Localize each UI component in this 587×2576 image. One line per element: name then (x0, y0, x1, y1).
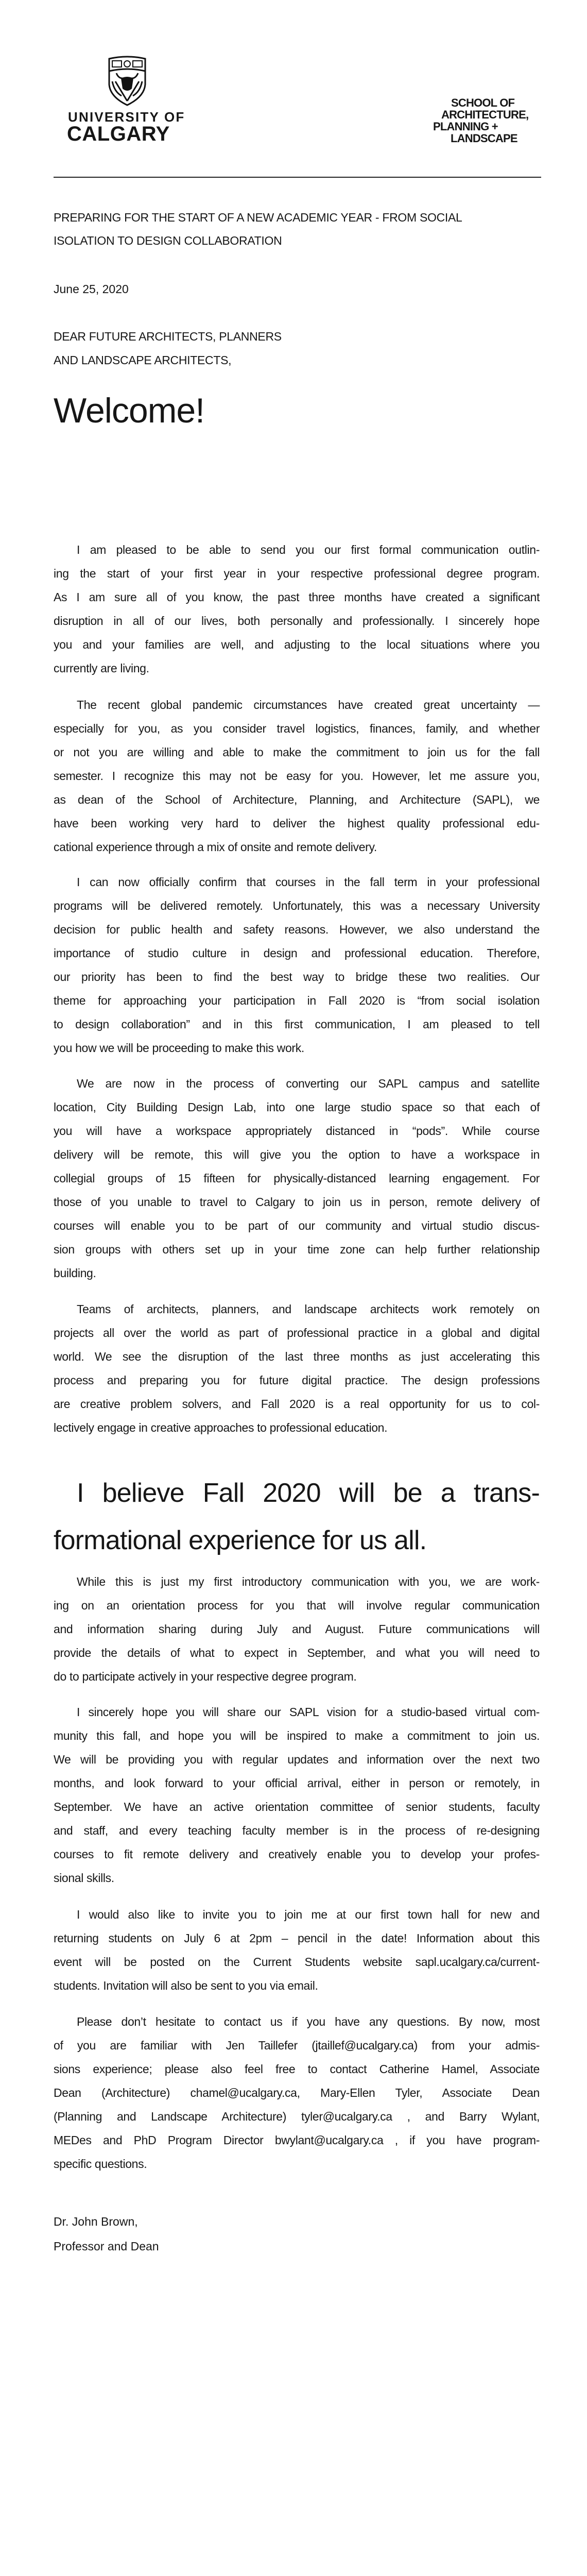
paragraph-line: specific questions. (54, 2157, 147, 2171)
paragraph-line: munity this fall, and hope you will be inspired to make a commitment to join us. (54, 1729, 540, 1742)
paragraph (54, 1297, 540, 1439)
header-divider (54, 177, 541, 178)
university-logo-line1: UNIVERSITY OF (68, 109, 185, 125)
paragraph-line: or not you are willing and able to make the commitment to join us for the fall (54, 745, 540, 759)
paragraph-line: I am pleased to be able to send you our first formal communication outlin- (77, 543, 540, 556)
paragraph-line: as dean of the School of Architecture, Planning, and Architecture (SAPL), we (54, 793, 540, 806)
school-logo-line: SCHOOL OF (451, 96, 515, 109)
signature-title: Professor and Dean (54, 2240, 159, 2253)
paragraph-line: of you are familiar with Jen Taillefer (jtaillef@ucalgary.ca) from your admis- (54, 2039, 540, 2052)
paragraph-line: cational experience through a mix of onsite and remote delivery. (54, 840, 377, 854)
paragraph-line: you how we will be proceeding to make this work. (54, 1041, 304, 1055)
paragraph-line: and information sharing during July and August. Future communications will (54, 1622, 540, 1636)
paragraph-line: world. We see the disruption of the last three months as just accelerating this (54, 1350, 540, 1363)
paragraph (54, 2010, 540, 2176)
paragraph (54, 1072, 540, 1285)
paragraph-line: are creative problem solvers, and Fall 2020 is a real opportunity for us to col- (54, 1397, 540, 1411)
paragraph-line: you will have a workspace appropriately distanced in “pods”. While course (54, 1124, 540, 1138)
paragraph-line: to design collaboration” and in this first communication, I am pleased to tell (54, 1018, 540, 1031)
paragraph-line: sion groups with others set up in your time zone can help further relationship (54, 1243, 540, 1256)
paragraph-line: semester. I recognize this may not be easy for you. However, let me assure you, (54, 769, 540, 783)
paragraph-line: especially for you, as you consider travel logistics, finances, family, and whether (54, 722, 540, 735)
paragraph-line: courses will enable you to be part of our community and virtual studio discus- (54, 1219, 540, 1232)
university-logo-line2: CALGARY (67, 123, 170, 145)
paragraph-line: decision for public health and safety reasons. However, we also understand the (54, 923, 540, 936)
paragraph-line: do to participate actively in your respective degree program. (54, 1670, 357, 1683)
paragraph-line: programs will be delivered remotely. Unfortunately, this was a necessary University (54, 899, 540, 912)
paragraph-line: disruption in all of our lives, both personally and professionally. I sincerely hope (54, 614, 540, 628)
paragraph-line: We will be providing you with regular updates and information over the next two (54, 1753, 540, 1766)
school-logo-line: LANDSCAPE (451, 132, 517, 145)
letterhead (0, 0, 587, 177)
signature (54, 2209, 587, 2259)
paragraph-line: sional skills. (54, 1871, 114, 1885)
paragraph (54, 870, 540, 1060)
paragraph-line: ing on an orientation process for you that will involve regular communication (54, 1599, 540, 1612)
paragraph-line: Please don’t hesitate to contact us if you have any questions. By now, most (77, 2015, 540, 2028)
pull-quote-line: formational experience for us all. (54, 1526, 427, 1555)
paragraph-line: returning students on July 6 at 2pm – pencil in the date! Information about this (54, 1931, 540, 1945)
paragraph-line: courses to fit remote delivery and creatively enable you to develop your profes- (54, 1848, 540, 1861)
paragraph-line: theme for approaching your participation in Fall 2020 is “from social isolation (54, 994, 540, 1007)
university-of-calgary-logo (62, 52, 196, 149)
salutation-line: AND LANDSCAPE ARCHITECTS, (54, 353, 232, 367)
paragraph-line: location, City Building Design Lab, into one large studio space so that each of (54, 1100, 540, 1114)
paragraph-line: Teams of architects, planners, and landscape architects work remotely on (77, 1302, 540, 1316)
paragraph-line: delivery will be remote, this will give you the option to have a workspace in (54, 1148, 540, 1161)
paragraph-line: Dean (Architecture) chamel@ucalgary.ca, Mary-Ellen Tyler, Associate Dean (54, 2086, 540, 2099)
paragraph (54, 693, 540, 859)
paragraph-line: September. We have an active orientation committee of senior students, faculty (54, 1800, 540, 1814)
paragraph-line: process and preparing you for future digital practice. The design professions (54, 1374, 540, 1387)
paragraph-line: provide the details of what to expect in September, and what you will need to (54, 1646, 540, 1659)
signature-name: Dr. John Brown, (54, 2215, 138, 2228)
letter-date: June 25, 2020 (54, 282, 129, 296)
paragraph-line: event will be posted on the Current Students website sapl.ucalgary.ca/current- (54, 1955, 540, 1969)
paragraph-line: and staff, and every teaching faculty member is in the process of re-designing (54, 1824, 540, 1837)
pull-quote-line: I believe Fall 2020 will be a trans- (77, 1478, 540, 1508)
paragraph-line: months, and look forward to your official arrival, either in person or remotely, in (54, 1776, 540, 1790)
paragraph-line: our priority has been to find the best way to bridge these two realities. Our (54, 970, 540, 984)
salutation (54, 325, 587, 372)
paragraph (54, 1903, 540, 1997)
paragraph (54, 538, 540, 680)
paragraph-line: collegial groups of 15 fifteen for physically-distanced learning engagement. For (54, 1172, 540, 1185)
paragraph-line: currently are living. (54, 662, 149, 675)
paragraph-line: As I am sure all of you know, the past three months have created a significant (54, 590, 540, 604)
paragraph-line: The recent global pandemic circumstances have created great uncertainty — (77, 698, 540, 711)
school-logo-line: ARCHITECTURE, (441, 108, 529, 121)
paragraph-line: sions experience; please also feel free to contact Catherine Hamel, Associate (54, 2062, 540, 2076)
subject-line: ISOLATION TO DESIGN COLLABORATION (54, 234, 282, 247)
university-crest-icon (107, 56, 147, 106)
pull-quote (54, 1469, 540, 1564)
paragraph-line: students. Invitation will also be sent to you via email. (54, 1979, 318, 1992)
paragraph-line: (Planning and Landscape Architecture) tyler@ucalgary.ca , and Barry Wylant, (54, 2110, 540, 2123)
paragraph (54, 1700, 540, 1890)
paragraph-line: While this is just my first introductory communication with you, we are work- (77, 1575, 540, 1588)
paragraph-line: importance of studio culture in design and professional education. Therefore, (54, 946, 540, 960)
letter-subject (54, 206, 543, 252)
school-logo-line: PLANNING + (433, 120, 498, 133)
paragraph-line: MEDes and PhD Program Director bwylant@ucalgary.ca , if you have program- (54, 2133, 540, 2147)
paragraph-line: you and your families are well, and adjusting to the local situations where you (54, 638, 540, 651)
paragraph-line: I would also like to invite you to join me at our first town hall for new and (77, 1908, 540, 1921)
paragraph-line: We are now in the process of converting our SAPL campus and satellite (77, 1077, 540, 1090)
paragraph-line: I can now officially confirm that courses in the fall term in your professional (77, 875, 540, 889)
paragraph-line: lectively engage in creative approaches to professional education. (54, 1421, 388, 1434)
paragraph-line: building. (54, 1266, 96, 1280)
paragraph-line: those of you unable to travel to Calgary to join us in person, remote delivery of (54, 1195, 540, 1209)
paragraph-line: ing the start of your first year in your respective professional degree program. (54, 567, 540, 580)
paragraph-line: projects all over the world as part of professional practice in a global and digital (54, 1326, 540, 1340)
paragraph (54, 1570, 540, 1688)
salutation-line: DEAR FUTURE ARCHITECTS, PLANNERS (54, 330, 282, 343)
welcome-title: Welcome! (54, 391, 205, 430)
school-logo (431, 97, 542, 144)
subject-line: PREPARING FOR THE START OF A NEW ACADEMIC YEAR - FROM SOCIAL (54, 211, 462, 224)
paragraph-line: I sincerely hope you will share our SAPL vision for a studio-based virtual com- (77, 1705, 540, 1719)
paragraph-line: have been working very hard to deliver the highest quality professional edu- (54, 817, 540, 830)
